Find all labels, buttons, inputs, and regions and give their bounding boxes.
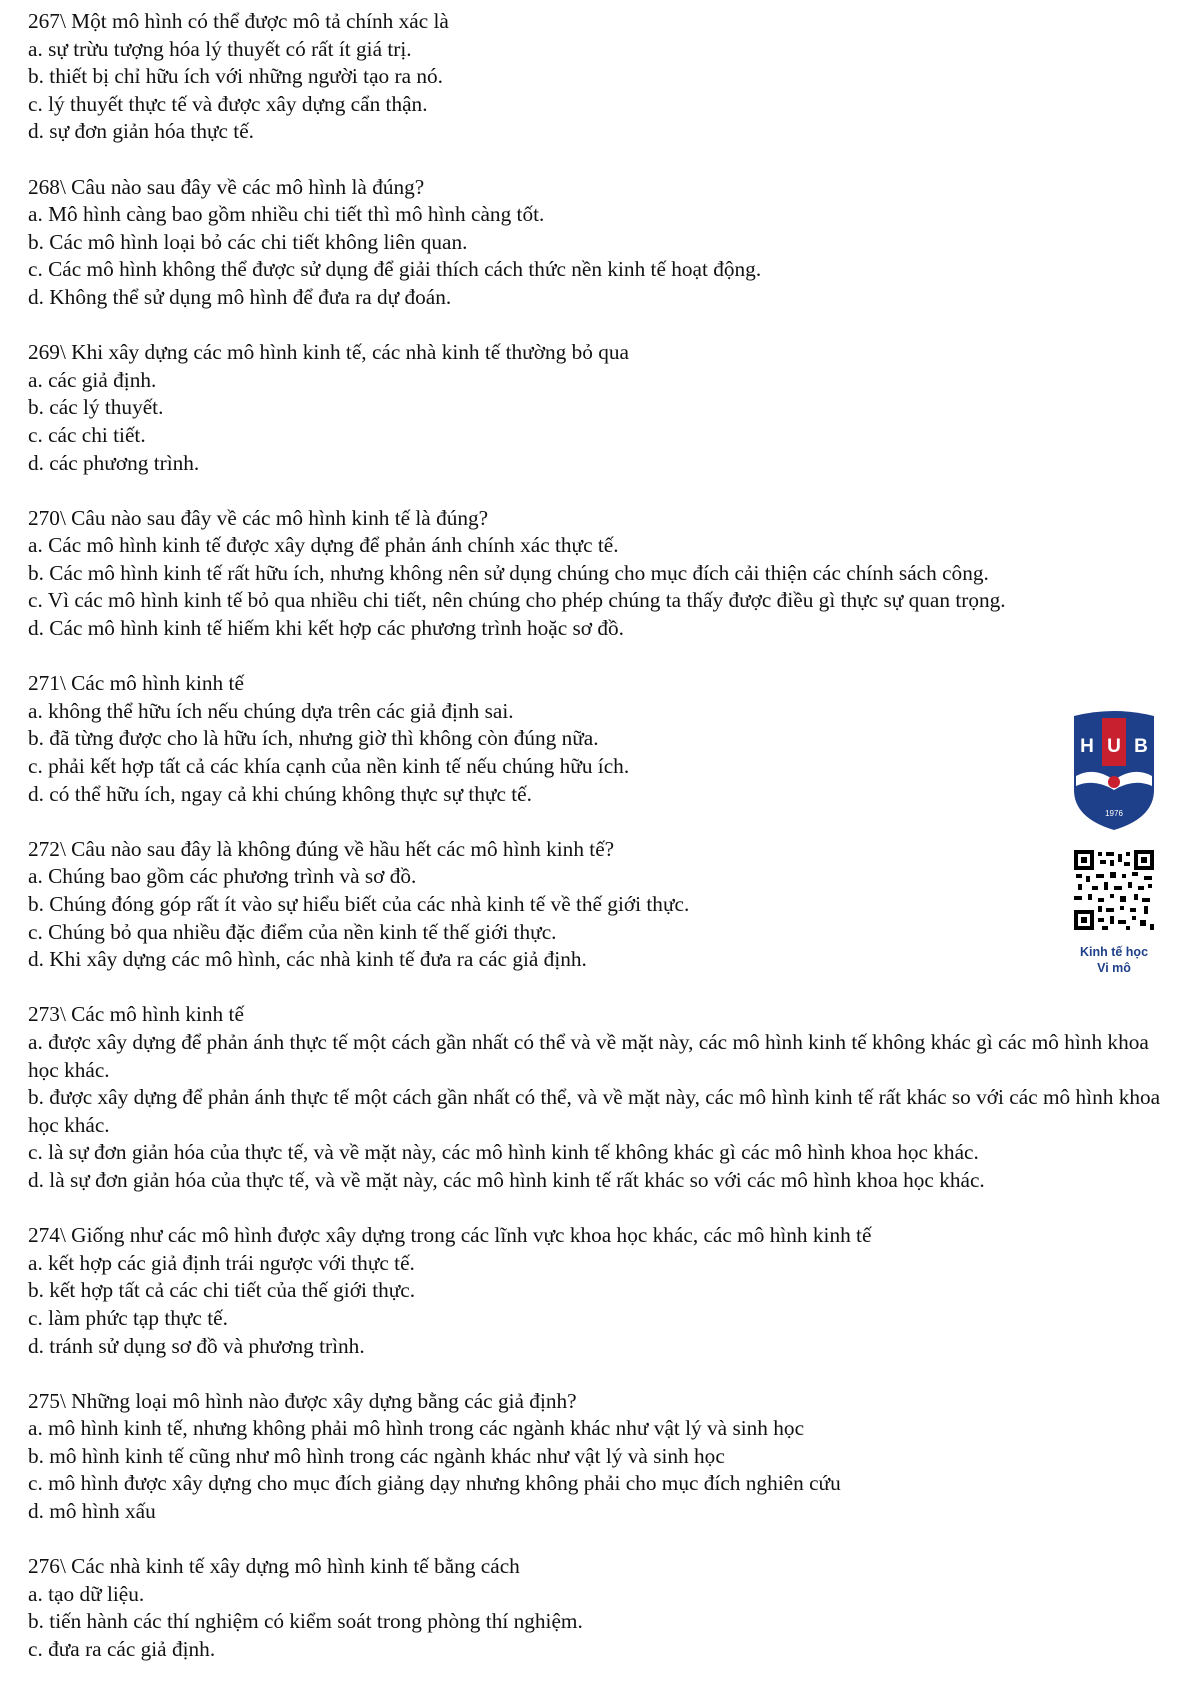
question-stem: 270\ Câu nào sau đây về các mô hình kinh tế là đúng?	[28, 505, 489, 530]
answer-option: c. các chi tiết.	[28, 422, 146, 447]
answer-option: d. mô hình xấu	[28, 1499, 156, 1524]
answer-option: a. không thể hữu ích nếu chúng dựa trên các giả định sai.	[28, 698, 514, 723]
course-badge	[1068, 710, 1160, 990]
question-269	[28, 339, 1168, 477]
answer-option: d. sự đơn giản hóa thực tế.	[28, 119, 254, 144]
logo-letter-h: H	[1080, 736, 1094, 757]
answer-option: d. là sự đơn giản hóa của thực tế, và về mặt này, các mô hình kinh tế rất khác so với các mô hình khoa học khác.	[28, 1167, 985, 1192]
answer-option: a. sự trừu tượng hóa lý thuyết có rất ít giá trị.	[28, 36, 412, 61]
answer-option: c. mô hình được xây dựng cho mục đích giảng dạy nhưng không phải cho mục đích nghiên cứu	[28, 1471, 841, 1496]
answer-option: c. phải kết hợp tất cả các khía cạnh của nền kinh tế nếu chúng hữu ích.	[28, 754, 630, 779]
answer-option: b. Các mô hình kinh tế rất hữu ích, nhưng không nên sử dụng chúng cho mục đích cải thiện các chính sách công.	[28, 560, 989, 585]
answer-option: c. làm phức tạp thực tế.	[28, 1305, 228, 1330]
answer-option: c. Các mô hình không thể được sử dụng để giải thích cách thức nền kinh tế hoạt động.	[28, 257, 762, 282]
answer-option: a. kết hợp các giả định trái ngược với thực tế.	[28, 1250, 415, 1275]
document-page	[28, 8, 1168, 1691]
answer-option: b. Chúng đóng góp rất ít vào sự hiểu biết của các nhà kinh tế về thế giới thực.	[28, 892, 690, 916]
badge-label-subject: Vi mô	[1097, 961, 1131, 975]
answer-option: a. mô hình kinh tế, nhưng không phải mô hình trong các ngành khác như vật lý và sinh học	[28, 1416, 805, 1441]
answer-option: b. các lý thuyết.	[28, 395, 164, 420]
answer-option: d. các phương trình.	[28, 450, 200, 475]
answer-option: c. đưa ra các giả định.	[28, 1637, 216, 1662]
question-stem: 269\ Khi xây dựng các mô hình kinh tế, các nhà kinh tế thường bỏ qua	[28, 340, 629, 365]
answer-option: a. Các mô hình kinh tế được xây dựng để phản ánh chính xác thực tế.	[28, 533, 619, 558]
question-stem: 268\ Câu nào sau đây về các mô hình là đúng?	[28, 174, 425, 199]
answer-option: a. các giả định.	[28, 367, 157, 392]
logo-emblem-dot	[1108, 776, 1120, 788]
logo-letter-u: U	[1107, 736, 1121, 757]
answer-option: d. Không thể sử dụng mô hình để đưa ra dự đoán.	[28, 284, 452, 309]
answer-option: a. Mô hình càng bao gồm nhiều chi tiết thì mô hình càng tốt.	[28, 202, 545, 227]
answer-option: b. đã từng được cho là hữu ích, nhưng giờ thì không còn đúng nữa.	[28, 726, 599, 751]
answer-option: a. Chúng bao gồm các phương trình và sơ đồ.	[28, 864, 417, 889]
answer-option: a. được xây dựng để phản ánh thực tế một cách gần nhất có thể và về mặt này, các mô hình kinh tế không khác gì các mô hình khoa học khác.	[28, 1029, 1149, 1082]
answer-option: b. được xây dựng để phản ánh thực tế một cách gần nhất có thể, và về mặt này, các mô hình kinh tế rất khác so với các mô hình khoa học khác.	[28, 1085, 1161, 1137]
answer-option: c. Chúng bỏ qua nhiều đặc điểm của nền kinh tế thế giới thực.	[28, 919, 557, 944]
question-stem: 275\ Những loại mô hình nào được xây dựng bằng các giả định?	[28, 1388, 577, 1413]
answer-option: b. mô hình kinh tế cũng như mô hình trong các ngành khác như vật lý và sinh học	[28, 1443, 725, 1468]
question-stem: 267\ Một mô hình có thể được mô tả chính xác là	[28, 9, 449, 33]
logo-letter-b: B	[1134, 736, 1148, 757]
question-274	[28, 1222, 1168, 1360]
logo-year: 1976	[1105, 809, 1123, 818]
question-273	[28, 1001, 1168, 1194]
question-stem: 276\ Các nhà kinh tế xây dựng mô hình kinh tế bằng cách	[28, 1554, 520, 1579]
question-275	[28, 1388, 1168, 1526]
qr-code-icon	[1074, 850, 1154, 930]
answer-option: b. thiết bị chỉ hữu ích với những người tạo ra nó.	[28, 64, 443, 89]
question-276	[28, 1553, 1168, 1663]
question-stem: 273\ Các mô hình kinh tế	[28, 1002, 244, 1027]
question-268	[28, 174, 1168, 312]
question-stem: 271\ Các mô hình kinh tế	[28, 671, 244, 696]
answer-option: d. tránh sử dụng sơ đồ và phương trình.	[28, 1333, 365, 1358]
answer-option: b. Các mô hình loại bỏ các chi tiết không liên quan.	[28, 229, 468, 254]
answer-option: d. Các mô hình kinh tế hiếm khi kết hợp các phương trình hoặc sơ đồ.	[28, 616, 624, 641]
hub-logo	[1068, 710, 1160, 832]
answer-option: b. kết hợp tất cả các chi tiết của thế giới thực.	[28, 1278, 416, 1303]
badge-label-course: Kinh tế học	[1079, 945, 1149, 959]
answer-option: c. là sự đơn giản hóa của thực tế, và về mặt này, các mô hình kinh tế không khác gì các mô hình khoa học khác.	[28, 1140, 979, 1165]
question-270	[28, 505, 1168, 643]
question-stem: 274\ Giống như các mô hình được xây dựng trong các lĩnh vực khoa học khác, các mô hình kinh tế	[28, 1223, 872, 1248]
question-stem: 272\ Câu nào sau đây là không đúng về hầu hết các mô hình kinh tế?	[28, 836, 615, 861]
question-267	[28, 8, 1168, 146]
answer-option: c. Vì các mô hình kinh tế bỏ qua nhiều chi tiết, nên chúng cho phép chúng ta thấy được điều gì thực sự quan trọng.	[28, 588, 1006, 613]
question-272	[28, 836, 1168, 974]
answer-option: c. lý thuyết thực tế và được xây dựng cẩn thận.	[28, 91, 428, 116]
question-271	[28, 670, 1168, 808]
answer-option: d. Khi xây dựng các mô hình, các nhà kinh tế đưa ra các giả định.	[28, 947, 587, 972]
answer-option: d. có thể hữu ích, ngay cả khi chúng không thực sự thực tế.	[28, 781, 532, 806]
answer-option: a. tạo dữ liệu.	[28, 1581, 145, 1606]
answer-option: b. tiến hành các thí nghiệm có kiểm soát trong phòng thí nghiệm.	[28, 1609, 583, 1634]
